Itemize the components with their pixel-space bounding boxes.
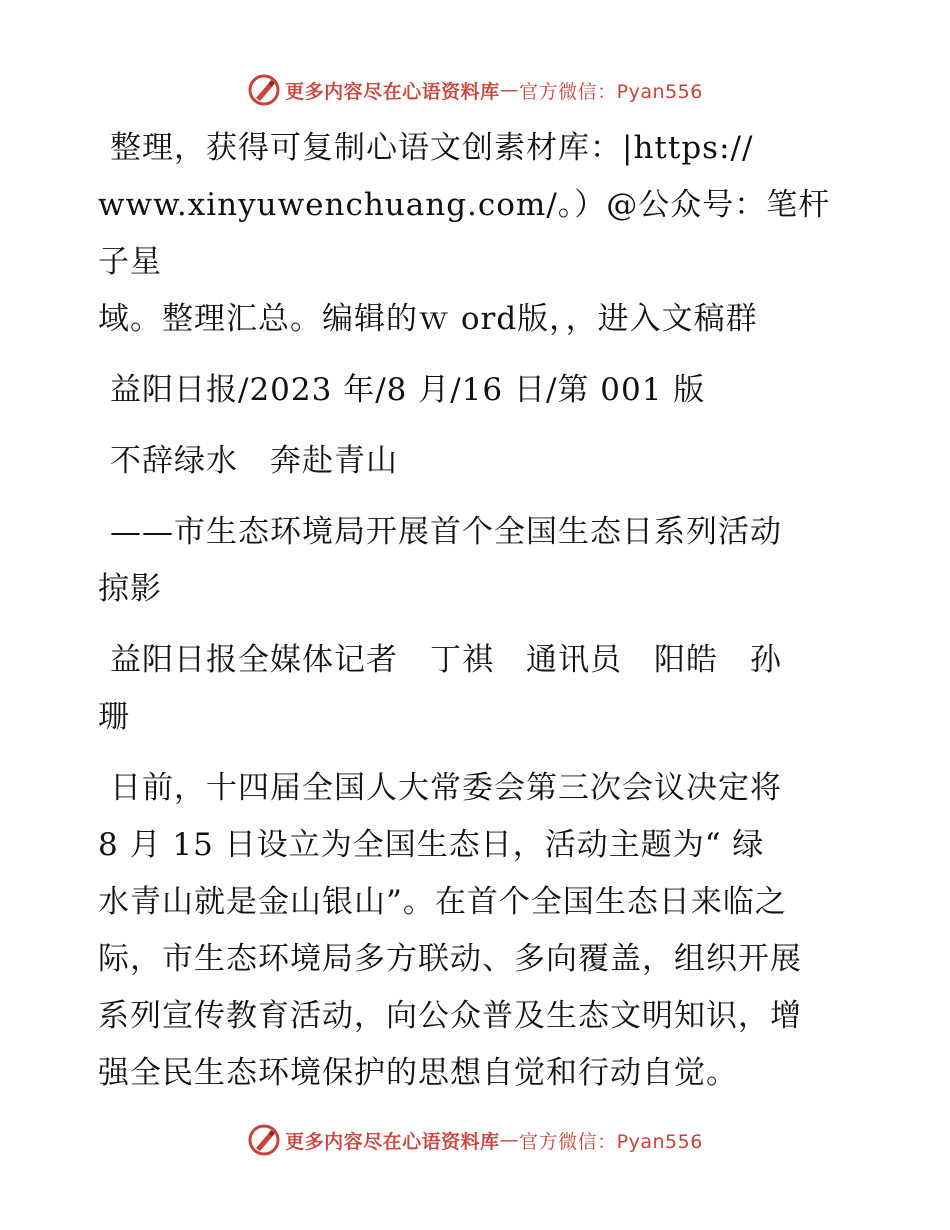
dateline: 益阳日报/2023 年/8 月/16 日/第 001 版 — [110, 372, 706, 408]
intro-note — [98, 120, 850, 348]
watermark-main-text: 更多内容尽在心语资料库 — [285, 80, 500, 103]
intro-line: www.xinyuwenchuang.com/。）@公众号：笔杆子星 — [98, 187, 831, 280]
subheadline — [98, 504, 850, 618]
watermark-main-text: 更多内容尽在心语资料库 — [285, 1130, 500, 1153]
intro-line: 整理，获得可复制心语文创素材库：|https:// — [110, 130, 754, 166]
pen-seal-icon — [247, 73, 281, 107]
watermark-dash: — — [499, 79, 520, 101]
subheadline-line: 掠影 — [98, 571, 162, 607]
article-content — [98, 120, 850, 1102]
body-line: 8 月 15 日设立为全国生态日，活动主题为“ 绿 — [98, 827, 765, 863]
byline — [98, 632, 850, 746]
watermark-contact: 官方微信：Pyan556 — [519, 1130, 703, 1153]
body-line: 日前，十四届全国人大常委会第三次会议决定将 — [110, 770, 782, 806]
body-paragraph — [98, 760, 850, 1102]
watermark-contact: 官方微信：Pyan556 — [519, 80, 703, 103]
pen-seal-icon — [247, 1123, 281, 1157]
body-line: 系列宣传教育活动，向公众普及生态文明知识，增 — [98, 998, 802, 1034]
watermark-dash: — — [499, 1129, 520, 1151]
footer-watermark — [0, 1120, 950, 1160]
intro-line: 域。整理汇总。编辑的ｗ ord版，，进入文稿群 — [98, 301, 758, 337]
headline: 不辞绿水 奔赴青山 — [110, 443, 398, 479]
body-line: 强全民生态环境保护的思想自觉和行动自觉。 — [98, 1055, 738, 1091]
body-line: 水青山就是金山银山”。在首个全国生态日来临之 — [98, 884, 787, 920]
body-line: 际，市生态环境局多方联动、多向覆盖，组织开展 — [98, 941, 802, 977]
byline-line: 益阳日报全媒体记者 丁祺 通讯员 阳皓 孙 — [110, 642, 782, 678]
header-watermark — [0, 70, 950, 110]
subheadline-line: ——市生态环境局开展首个全国生态日系列活动 — [110, 514, 782, 550]
byline-line: 珊 — [98, 699, 130, 735]
